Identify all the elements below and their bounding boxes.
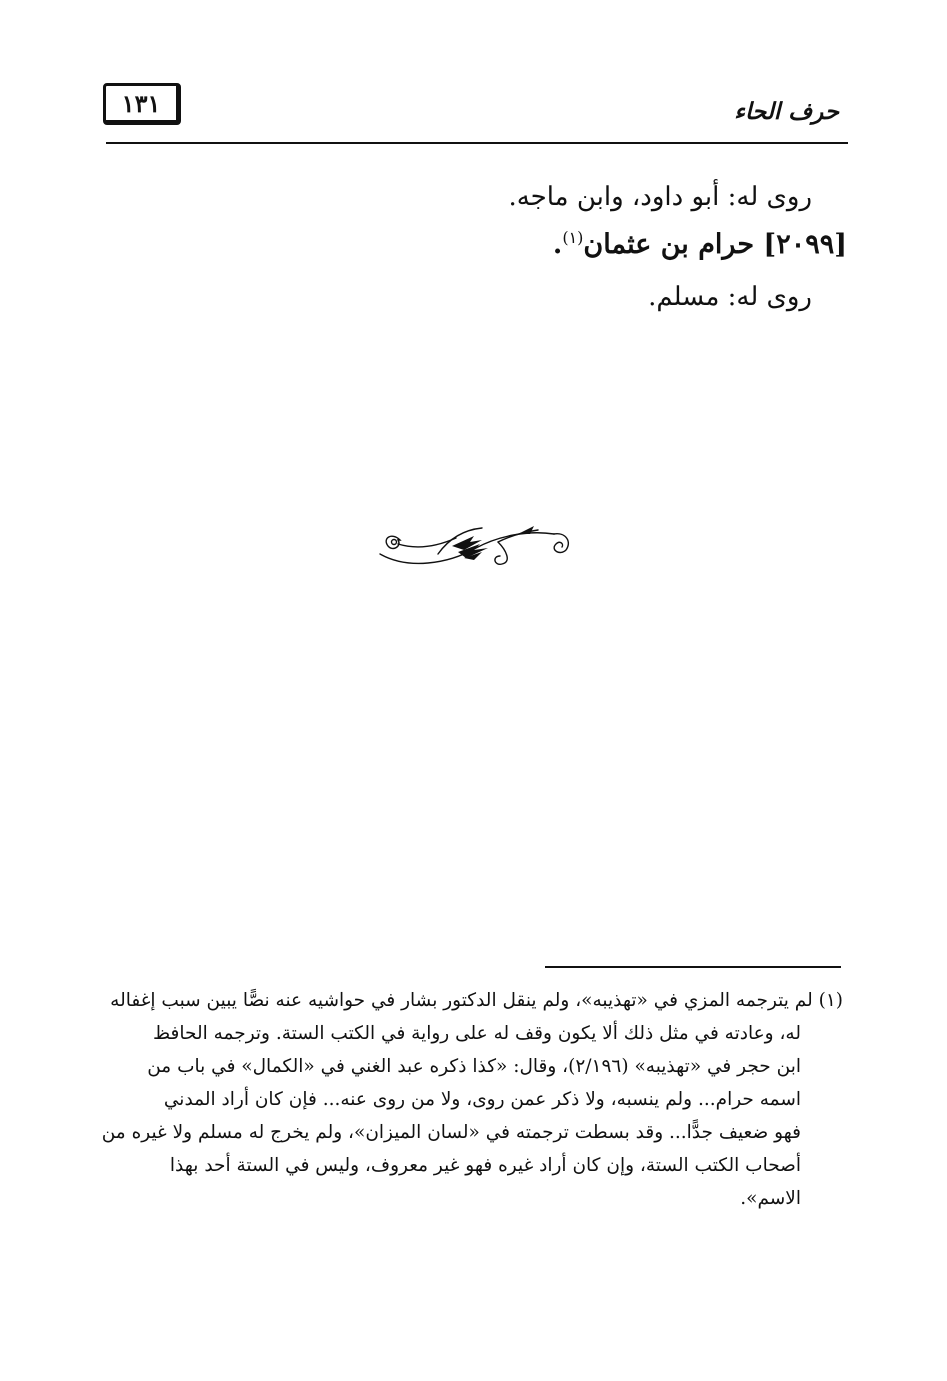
header-rule (106, 142, 848, 144)
footnote-line: ابن حجر في «تهذيبه» (٢/١٩٦)، وقال: «كذا ذكره عبد الغني في «الكمال» في باب من (147, 1056, 801, 1077)
footnote-line: فهو ضعيف جدًّا... وقد بسطت ترجمته في «لسان الميزان»، ولم يخرج له مسلم ولا غيره من (101, 1122, 801, 1143)
page-number (103, 83, 181, 125)
footnote (98, 984, 843, 1215)
entry-heading (553, 228, 847, 260)
footnote-line: الاسم». (740, 1188, 801, 1209)
footnote-line: له، وعادته في مثل ذلك ألا يكون وقف له على رواية في الكتب الستة. وترجمه الحافظ (153, 1023, 801, 1044)
footnote-rule (545, 966, 841, 968)
narrators-line-2: روى له: مسلم. (648, 282, 812, 312)
page-number-text: ١٣١ (121, 88, 161, 118)
floral-divider-icon (378, 520, 574, 572)
footnote-line: (١) لم يترجمه المزي في «تهذيبه»، ولم ينقل الدكتور بشار في حواشيه عنه نصًّا يبين سبب إغفاله (110, 990, 843, 1011)
entry-end: . (552, 229, 563, 260)
entry-label: [٢٠٩٩] حرام بن عثمان (583, 229, 847, 260)
running-header: حرف الحاء (734, 98, 839, 125)
footnote-line: اسمه حرام... ولم ينسبه، ولا ذكر عمن روى، ولا من روى عنه... فإن كان أراد المدني (163, 1089, 801, 1110)
narrators-line-1: روى له: أبو داود، وابن ماجه. (508, 182, 812, 212)
footnote-line: أصحاب الكتب الستة، وإن كان أراد غيره فهو غير معروف، وليس في الستة أحد بهذا (169, 1155, 801, 1176)
footnote-marker: (١) (562, 228, 584, 247)
